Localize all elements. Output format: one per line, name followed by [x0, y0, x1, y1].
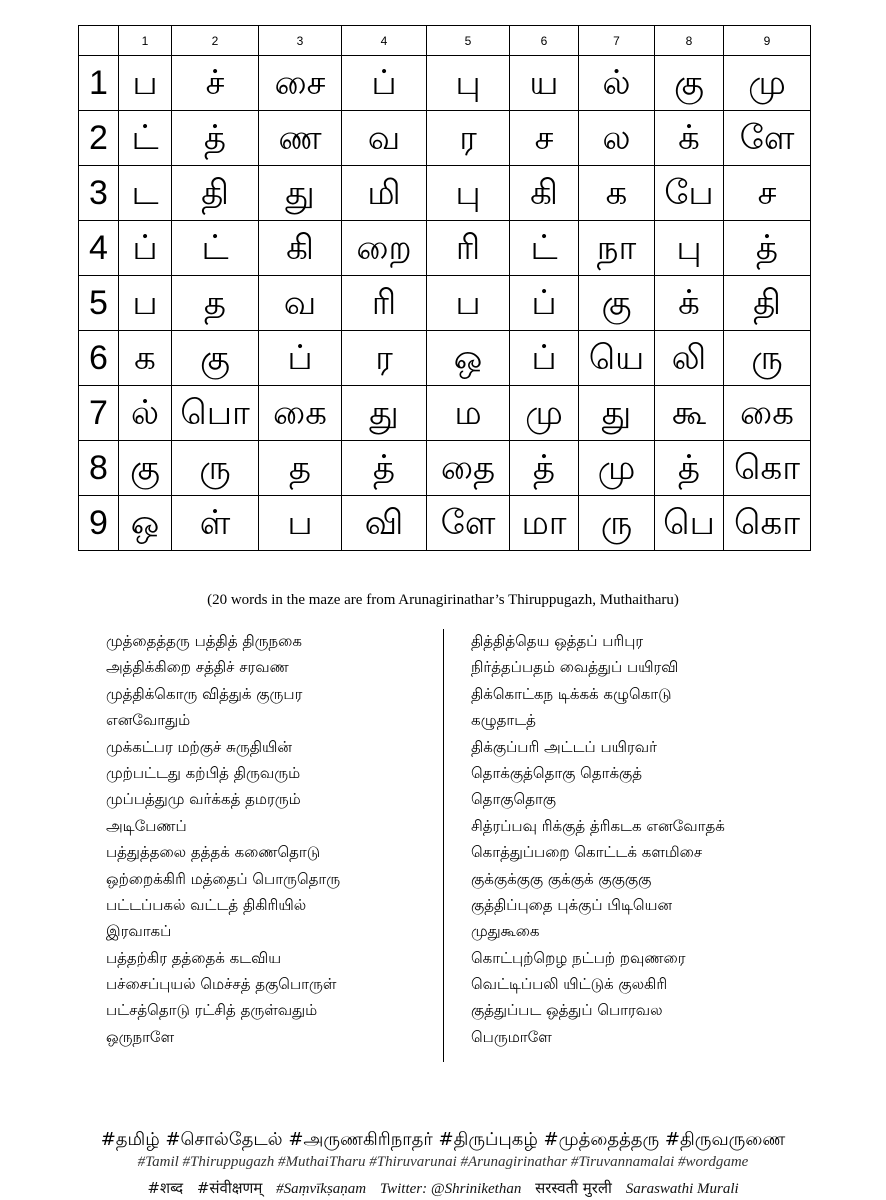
word-search-grid — [78, 25, 811, 551]
letter-cell: ல — [579, 111, 655, 166]
verse-line: வெட்டிப்பலி யிட்டுக் குலகிரி — [471, 975, 668, 994]
letter-cell: க — [119, 331, 172, 386]
twitter-handle: Twitter: @Shrinikethan — [379, 1181, 522, 1197]
letter-cell: த் — [655, 441, 724, 496]
letter-cell: க — [579, 166, 655, 221]
verse-line: தொக்குத்தொகு தொக்குத் — [471, 763, 643, 782]
letter-cell: த் — [342, 441, 427, 496]
letter-cell: ட் — [172, 221, 259, 276]
letter-cell: த — [172, 276, 259, 331]
column-number: 7 — [579, 26, 655, 56]
grid-row — [79, 56, 811, 111]
row-number: 8 — [79, 441, 119, 496]
column-header-row — [79, 26, 811, 56]
row-number: 4 — [79, 221, 119, 276]
verse-line: முக்கட்பர மற்குச் சுருதியின் — [106, 737, 292, 756]
letter-cell: பெ — [655, 496, 724, 551]
verse-line: திக்கொட்கந டிக்கக் கழுகொடு — [471, 684, 672, 703]
tamil-hashtags: #தமிழ் #சொல்தேடல் #அருணகிரிநாதர் #திருப்புகழ் #முத்தைத்தரு #திருவருணை — [100, 1129, 786, 1150]
row-number: 9 — [79, 496, 119, 551]
letter-cell: றை — [342, 221, 427, 276]
verse-line: பச்சைப்புயல் மெச்சத் தகுபொருள் — [106, 975, 337, 994]
letter-cell: ப் — [259, 331, 342, 386]
verse-line: குத்திப்புதை புக்குப் பிடியென — [471, 895, 672, 914]
row-number: 6 — [79, 331, 119, 386]
hashtag-savikshanam: #संवीक्षणम् — [196, 1179, 263, 1197]
verse-line: குக்குக்குகு குக்குக் குகுகுகு — [471, 869, 652, 888]
letter-cell: வி — [342, 496, 427, 551]
verse-line: பெருமாளே — [471, 1027, 552, 1046]
hashtag-samviksanam: #Saṃvīkṣaṇam — [276, 1181, 367, 1197]
letter-cell: ரி — [342, 276, 427, 331]
letter-cell: வ — [342, 111, 427, 166]
letter-cell: ய — [510, 56, 579, 111]
letter-cell: கு — [119, 441, 172, 496]
grid-row — [79, 221, 811, 276]
letter-cell: பு — [427, 56, 510, 111]
letter-cell: ரி — [427, 221, 510, 276]
letter-cell: ச் — [172, 56, 259, 111]
verse-line: தொகுதொகு — [471, 790, 557, 809]
row-number: 2 — [79, 111, 119, 166]
verse-line: முத்திக்கொரு வித்துக் குருபர — [106, 684, 303, 703]
letter-cell: கொ — [724, 496, 811, 551]
verse-line: கொட்புற்றெழ நட்பற் றவுணரை — [471, 948, 686, 967]
grid-corner — [79, 26, 119, 56]
verse-line: அடிபேணப் — [106, 816, 187, 835]
verse-column-right — [471, 628, 725, 1050]
letter-cell: ட — [119, 166, 172, 221]
letter-cell: ரு — [172, 441, 259, 496]
grid-row — [79, 331, 811, 386]
letter-cell: ட் — [510, 221, 579, 276]
letter-cell: ளே — [724, 111, 811, 166]
letter-cell: லி — [655, 331, 724, 386]
verse-line: பட்டப்பகல் வட்டத் திகிரியில் — [106, 895, 307, 914]
letter-cell: மு — [579, 441, 655, 496]
letter-cell: பு — [655, 221, 724, 276]
verse-line: கழுதாடத் — [471, 711, 536, 730]
letter-cell: தை — [427, 441, 510, 496]
letter-cell: மா — [510, 496, 579, 551]
letter-cell: வ — [259, 276, 342, 331]
column-number: 8 — [655, 26, 724, 56]
letter-cell: யெ — [579, 331, 655, 386]
verse-line: பத்துத்தலை தத்தக் கணைதொடு — [106, 843, 321, 862]
letter-cell: ப — [119, 276, 172, 331]
letter-cell: ட் — [119, 111, 172, 166]
verse-line: அத்திக்கிறை சத்திச் சரவண — [106, 658, 289, 677]
letter-cell: தி — [724, 276, 811, 331]
letter-cell: கு — [172, 331, 259, 386]
letter-cell: ல் — [579, 56, 655, 111]
verse-line: முதுகூகை — [471, 922, 540, 941]
verse-line: திக்குப்பரி அட்டப் பயிரவர் — [471, 737, 657, 756]
grid-row — [79, 496, 811, 551]
letter-cell: ஒ — [427, 331, 510, 386]
column-number: 2 — [172, 26, 259, 56]
puzzle-caption: (20 words in the maze are from Arunagirinathar’s Thiruppugazh, Muthaitharu) — [207, 592, 679, 608]
letter-cell: ள் — [172, 496, 259, 551]
letter-cell: ப் — [342, 56, 427, 111]
row-number: 1 — [79, 56, 119, 111]
verse-line: எனவோதும் — [106, 711, 191, 730]
row-number: 3 — [79, 166, 119, 221]
letter-cell: ரு — [579, 496, 655, 551]
letter-cell: து — [579, 386, 655, 441]
letter-cell: கொ — [724, 441, 811, 496]
verse-column-left — [106, 628, 340, 1050]
letter-cell: பொ — [172, 386, 259, 441]
letter-cell: ப் — [510, 276, 579, 331]
letter-cell: மி — [342, 166, 427, 221]
credits-line — [0, 1178, 886, 1198]
verse-line: பட்சத்தொடு ரட்சித் தருள்வதும் — [106, 1001, 318, 1020]
column-number: 9 — [724, 26, 811, 56]
letter-cell: கை — [259, 386, 342, 441]
verse-line: பத்தற்கிர தத்தைக் கடவிய — [106, 948, 282, 967]
letter-cell: ஒ — [119, 496, 172, 551]
letter-cell: பு — [427, 166, 510, 221]
column-number: 4 — [342, 26, 427, 56]
row-number: 7 — [79, 386, 119, 441]
letter-cell: கு — [579, 276, 655, 331]
verse-line: முப்பத்துமு வர்க்கத் தமரரும் — [106, 790, 301, 809]
letter-cell: மு — [510, 386, 579, 441]
letter-cell: ர — [342, 331, 427, 386]
letter-cell: பே — [655, 166, 724, 221]
letter-cell: தி — [172, 166, 259, 221]
verse-line: குத்துப்பட ஒத்துப் பொரவல — [471, 1001, 663, 1020]
verse-line: முத்தைத்தரு பத்தித் திருநகை — [106, 632, 302, 650]
letter-cell: ப் — [510, 331, 579, 386]
letter-cell: து — [342, 386, 427, 441]
letter-cell: கி — [259, 221, 342, 276]
letter-cell: த் — [724, 221, 811, 276]
latin-hashtags: #Tamil #Thiruppugazh #MuthaiTharu #Thiruvarunai #Arunagirinathar #Tiruvannamalai #wordgame — [137, 1154, 749, 1170]
letter-cell: ல் — [119, 386, 172, 441]
letter-cell: ப — [259, 496, 342, 551]
author-name-devanagari: सरस्वती मुरली — [535, 1179, 612, 1197]
letter-cell: கி — [510, 166, 579, 221]
grid-row — [79, 276, 811, 331]
letter-cell: க் — [655, 111, 724, 166]
column-number: 3 — [259, 26, 342, 56]
grid-row — [79, 441, 811, 496]
grid-row — [79, 386, 811, 441]
letter-cell: நா — [579, 221, 655, 276]
letter-cell: சை — [259, 56, 342, 111]
verse-line: இரவாகப் — [106, 922, 172, 941]
hashtag-shabd: #शब्द — [147, 1179, 184, 1197]
letter-cell: கை — [724, 386, 811, 441]
author-name-latin: Saraswathi Murali — [625, 1181, 739, 1197]
letter-cell: ப — [119, 56, 172, 111]
letter-cell: த — [259, 441, 342, 496]
grid-row — [79, 166, 811, 221]
verse-line: சித்ரப்பவு ரிக்குத் த்ரிகடக எனவோதக் — [471, 816, 725, 835]
letter-cell: ண — [259, 111, 342, 166]
letter-cell: ரு — [724, 331, 811, 386]
letter-cell: ர — [427, 111, 510, 166]
verse-line: கொத்துப்பறை கொட்டக் களமிசை — [471, 843, 703, 862]
column-divider — [443, 629, 444, 1062]
letter-cell: ப் — [119, 221, 172, 276]
column-number: 5 — [427, 26, 510, 56]
letter-cell: ளே — [427, 496, 510, 551]
letter-cell: த் — [510, 441, 579, 496]
letter-cell: க் — [655, 276, 724, 331]
letter-cell: ப — [427, 276, 510, 331]
verse-line: தித்தித்தெய ஒத்தப் பரிபுர — [471, 632, 644, 650]
verse-line: ஒற்றைக்கிரி மத்தைப் பொருதொரு — [106, 869, 341, 888]
letter-cell: மு — [724, 56, 811, 111]
letter-cell: ச — [724, 166, 811, 221]
letter-cell: ச — [510, 111, 579, 166]
verse-line: ஒருநாளே — [106, 1027, 175, 1046]
letter-cell: து — [259, 166, 342, 221]
row-number: 5 — [79, 276, 119, 331]
verse-line: நிர்த்தப்பதம் வைத்துப் பயிரவி — [471, 658, 679, 677]
letter-cell: த் — [172, 111, 259, 166]
letter-cell: ம — [427, 386, 510, 441]
letter-cell: கூ — [655, 386, 724, 441]
grid-row — [79, 111, 811, 166]
column-number: 6 — [510, 26, 579, 56]
letter-cell: கு — [655, 56, 724, 111]
column-number: 1 — [119, 26, 172, 56]
verse-line: முற்பட்டது கற்பித் திருவரும் — [106, 763, 301, 782]
